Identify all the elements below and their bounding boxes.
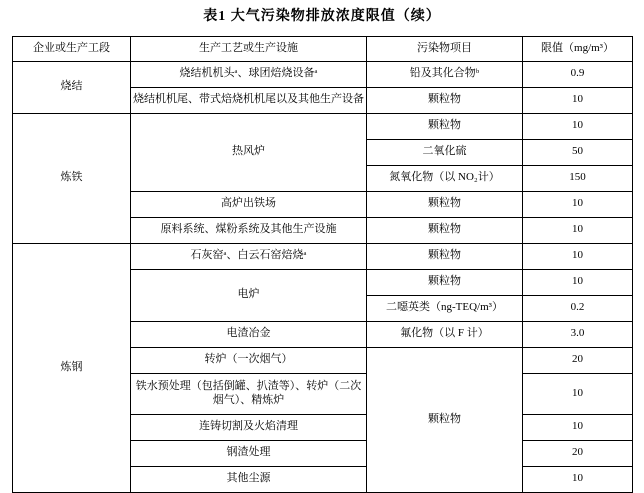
table-header-row	[13, 36, 633, 61]
process-cell: 其他尘源	[131, 466, 367, 492]
table-row	[13, 243, 633, 269]
column-header-process: 生产工艺或生产设施	[131, 36, 367, 61]
column-header-limit: 限值（mg/m³）	[523, 36, 633, 61]
limit-cell: 0.9	[523, 61, 633, 87]
process-cell: 高炉出铁场	[131, 191, 367, 217]
pollutant-cell: 氟化物（以 F 计）	[367, 321, 523, 347]
process-cell: 钢渣处理	[131, 440, 367, 466]
emission-limits-table	[12, 36, 633, 493]
pollutant-cell: 颗粒物	[367, 347, 523, 492]
limit-cell: 3.0	[523, 321, 633, 347]
process-cell: 电渣冶金	[131, 321, 367, 347]
limit-cell: 20	[523, 440, 633, 466]
pollutant-cell: 颗粒物	[367, 243, 523, 269]
pollutant-cell: 二氧化硫	[367, 139, 523, 165]
pollutant-cell: 铅及其化合物ᵇ	[367, 61, 523, 87]
segment-cell-ironmaking: 炼铁	[13, 113, 131, 243]
pollutant-cell: 二噁英类（ng-TEQ/m³）	[367, 295, 523, 321]
limit-cell: 10	[523, 414, 633, 440]
limit-cell: 50	[523, 139, 633, 165]
table-row	[13, 61, 633, 87]
process-cell: 原料系统、煤粉系统及其他生产设施	[131, 217, 367, 243]
limit-cell: 10	[523, 243, 633, 269]
segment-cell-steelmaking: 炼钢	[13, 243, 131, 492]
table-header	[13, 36, 633, 61]
process-cell: 烧结机机尾、带式焙烧机机尾以及其他生产设备	[131, 87, 367, 113]
limit-cell: 20	[523, 347, 633, 373]
limit-cell: 10	[523, 269, 633, 295]
limit-cell: 10	[523, 191, 633, 217]
column-header-segment: 企业或生产工段	[13, 36, 131, 61]
limit-cell: 10	[523, 466, 633, 492]
process-cell: 连铸切割及火焰清理	[131, 414, 367, 440]
process-cell: 铁水预处理（包括倒罐、扒渣等）、转炉（二次烟气）、精炼炉	[131, 373, 367, 414]
pollutant-cell: 颗粒物	[367, 87, 523, 113]
limit-cell: 10	[523, 373, 633, 414]
table-body	[13, 61, 633, 492]
page-title: 表1 大气污染物排放浓度限值（续）	[203, 9, 441, 24]
pollutant-cell: 氮氧化物（以 NO₂计）	[367, 165, 523, 191]
limit-cell: 150	[523, 165, 633, 191]
limit-cell: 0.2	[523, 295, 633, 321]
limit-cell: 10	[523, 87, 633, 113]
segment-cell-sintering: 烧结	[13, 61, 131, 113]
table-row	[13, 113, 633, 139]
pollutant-cell: 颗粒物	[367, 217, 523, 243]
pollutant-cell: 颗粒物	[367, 113, 523, 139]
limit-cell: 10	[523, 113, 633, 139]
process-cell: 烧结机机头ᵃ、球团焙烧设备ᵃ	[131, 61, 367, 87]
pollutant-cell: 颗粒物	[367, 269, 523, 295]
process-cell: 转炉（一次烟气）	[131, 347, 367, 373]
column-header-pollutant: 污染物项目	[367, 36, 523, 61]
pollutant-cell: 颗粒物	[367, 191, 523, 217]
limit-cell: 10	[523, 217, 633, 243]
process-cell: 热风炉	[131, 113, 367, 191]
process-cell: 电炉	[131, 269, 367, 321]
process-cell: 石灰窑ᵃ、白云石窑焙烧ᵃ	[131, 243, 367, 269]
